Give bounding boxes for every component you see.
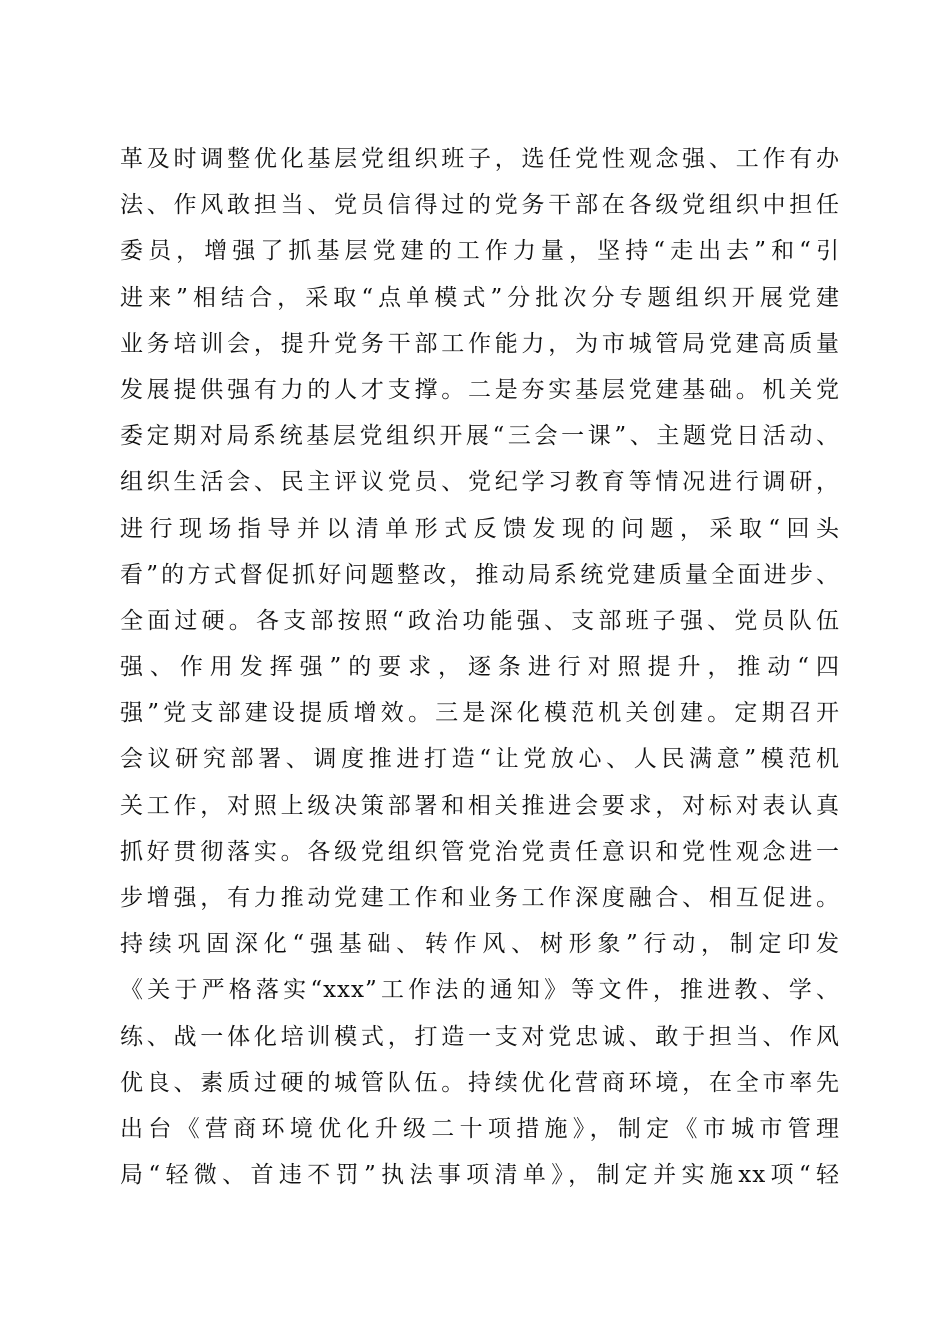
text-line: 进行现场指导并以清单形式反馈发现的问题，采取“回头 [120, 515, 840, 542]
text-line: 练、战一体化培训模式，打造一支对党忠诚、敢于担当、作风 [120, 1023, 840, 1050]
text-line: 看”的方式督促抓好问题整改，推动局系统党建质量全面进步、 [120, 561, 840, 588]
text-line: 委员，增强了抓基层党建的工作力量，坚持“走出去”和“引 [120, 238, 840, 265]
text-line: 关工作，对照上级决策部署和相关推进会要求，对标对表认真 [120, 792, 840, 819]
text-line: 强、作用发挥强”的要求，逐条进行对照提升，推动“四 [120, 654, 840, 681]
text-line: 发展提供强有力的人才支撑。二是夯实基层党建基础。机关党 [120, 376, 840, 403]
text-line: 优良、素质过硬的城管队伍。持续优化营商环境，在全市率先 [120, 1069, 840, 1096]
text-line: 委定期对局系统基层党组织开展“三会一课”、主题党日活动、 [120, 423, 840, 450]
text-line: 全面过硬。各支部按照“政治功能强、支部班子强、党员队伍 [120, 607, 840, 634]
text-line: 《关于严格落实“xxx”工作法的通知》等文件，推进教、学、 [120, 977, 840, 1004]
text-line: 进来”相结合，采取“点单模式”分批次分专题组织开展党建 [120, 284, 840, 311]
text-line: 组织生活会、民主评议党员、党纪学习教育等情况进行调研， [120, 469, 840, 496]
text-line: 法、作风敢担当、党员信得过的党务干部在各级党组织中担任 [120, 192, 840, 219]
text-line: 革及时调整优化基层党组织班子，选任党性观念强、工作有办 [120, 146, 840, 172]
text-line: 抓好贯彻落实。各级党组织管党治党责任意识和党性观念进一 [120, 838, 840, 865]
text-line: 出台《营商环境优化升级二十项措施》，制定《市城市管理 [120, 1115, 840, 1142]
text-line: 会议研究部署、调度推进打造“让党放心、人民满意”模范机 [120, 746, 840, 773]
text-line: 局“轻微、首违不罚”执法事项清单》，制定并实施xx项“轻 [120, 1162, 840, 1189]
text-line: 业务培训会，提升党务干部工作能力，为市城管局党建高质量 [120, 330, 840, 357]
text-line: 持续巩固深化“强基础、转作风、树形象”行动，制定印发 [120, 931, 840, 958]
text-line: 步增强，有力推动党建工作和业务工作深度融合、相互促进。 [120, 885, 840, 911]
body-text [120, 136, 840, 1198]
text-line: 强”党支部建设提质增效。三是深化模范机关创建。定期召开 [120, 700, 840, 727]
